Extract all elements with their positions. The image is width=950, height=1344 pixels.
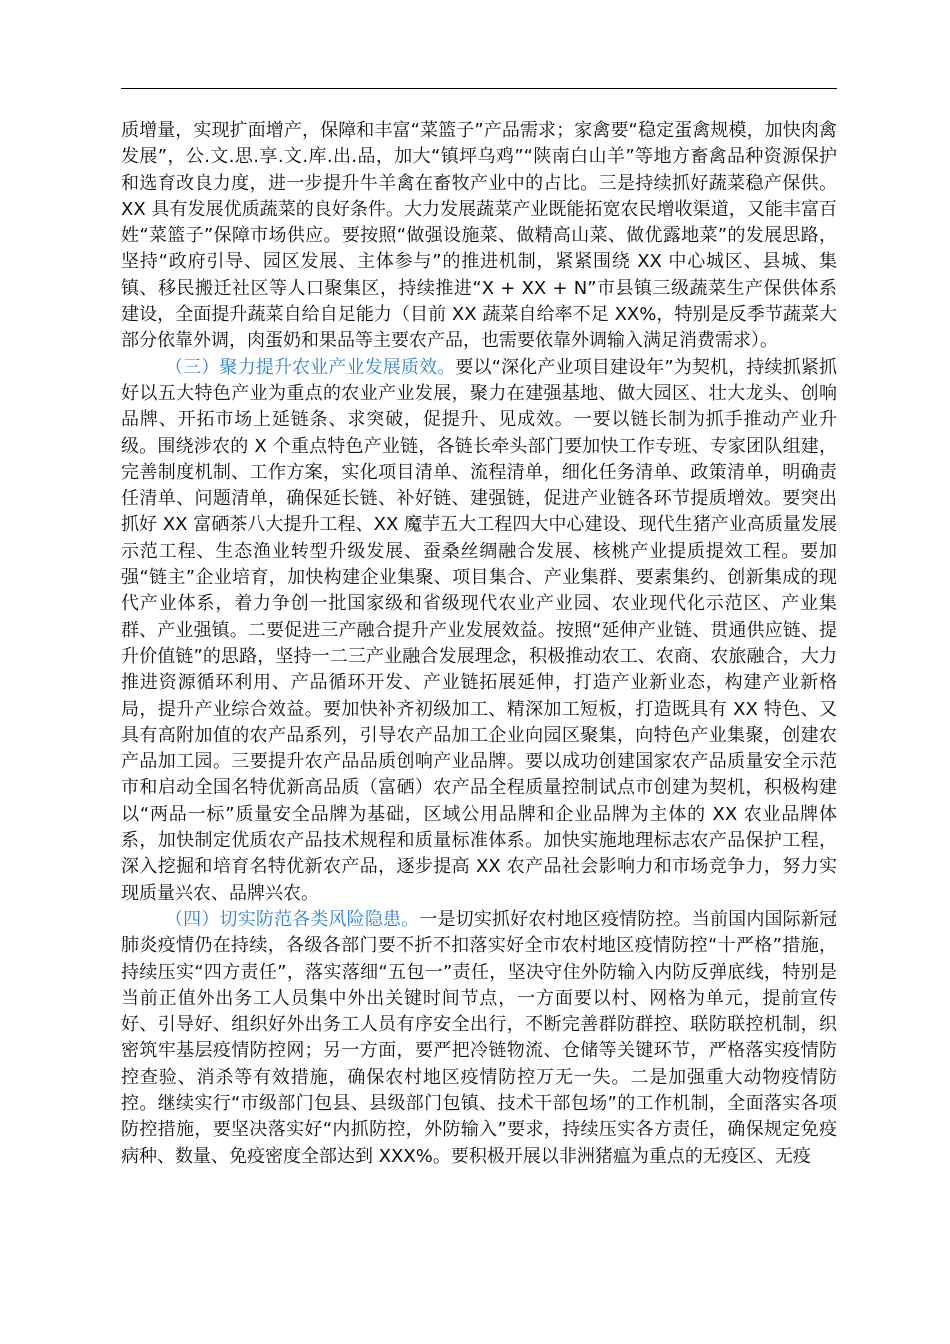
section-4-body: 一是切实抓好农村地区疫情防控。当前国内国际新冠肺炎疫情仍在持续，各级各部门要不折不扣落实好全市农村地区疫情防控“十严格”措施，持续压实“四方责任”，落实落细“五包一”责任，坚决守住外防输入内防反弹底线，特别是当前正值外出务工人员集中外出关键时间节点，一方面要以村、网格为单元，提前宣传好、引导好、组织好外出务工人员有序安全出行，不断完善群防群控、联防联控机制，织密筑牢基层疫情防控网；另一方面，要严把冷链物流、仓储等关键环节，严格落实疫情防控查验、消杀等有效措施，确保农村地区疫情防控万无一失。二是加强重大动物疫情防控。继续实行“市级部门包县、县级部门包镇、技术干部包场”的工作机制，全面落实各项防控措施，要坚决落实好“内抓防控，外防输入”要求，持续压实各方责任，确保规定免疫病种、数量、免疫密度全部达到 XXX%。要积极开展以非洲猪瘟为重点的无疫区、无疫: [121, 908, 838, 1167]
section-4-paragraph: [121, 907, 837, 1170]
header-rule: [121, 88, 837, 89]
paragraph-continuation: 质增量，实现扩面增产，保障和丰富“菜篮子”产品需求；家禽要“稳定蛋禽规模，加快肉禽发展”，公.文.思.享.文.库.出.品，加大“镇坪乌鸡”“陕南白山羊”等地方畜禽品种资源保护和选育改良力度，进一步提升牛羊禽在畜牧产业中的占比。三是持续抓好蔬菜稳产保供。XX 具有发展优质蔬菜的良好条件。大力发展蔬菜产业既能拓宽农民增收渠道，又能丰富百姓“菜篮子”保障市场供应。要按照“做强设施菜、做精高山菜、做优露地菜”的发展思路，坚持“政府引导、园区发展、主体参与”的推进机制，紧紧围绕 XX 中心城区、县城、集镇、移民搬迁社区等人口聚集区，持续推进“X + XX + N”市县镇三级蔬菜生产保供体系建设，全面提升蔬菜自给自足能力（目前 XX 蔬菜自给率不足 XX%，特别是反季节蔬菜大部分依靠外调，肉蛋奶和果品等主要农产品，也需要依靠外调输入满足消费需求）。: [121, 120, 837, 352]
section-4-heading: （四）切实防范各类风险隐患。: [165, 908, 420, 930]
section-3-body: 要以“深化产业项目建设年”为契机，持续抓紧抓好以五大特色产业为重点的农业产业发展，聚力在建强基地、做大园区、壮大龙头、创响品牌、开拓市场上延链条、求突破，促提升、见成效。一要以链长制为抓手推动产业升级。围绕涉农的 X 个重点特色产业链，各链长牵头部门要加快工作专班、专家团队组建，完善制度机制、工作方案，实化项目清单、流程清单，细化任务清单、政策清单，明确责任清单、问题清单，确保延长链、补好链、建强链，促进产业链各环节提质增效。要突出抓好 XX 富硒茶八大提升工程、XX 魔芋五大工程四大中心建设、现代生猪产业高质量发展示范工程、生态渔业转型升级发展、蚕桑丝绸融合发展、核桃产业提质提效工程。要加强“链主”企业培育，加快构建企业集聚、项目集合、产业集群、要素集约、创新集成的现代产业体系，着力争创一批国家级和省级现代农业产业园、农业现代化示范区、产业集群、产业强镇。二要促进三产融合提升产业发展效益。按照“延伸产业链、贯通供应链、提升价值链”的思路，坚持一二三产业融合发展理念，积极推动农工、农商、农旅融合，大力推进资源循环利用、产品循环开发、产业链拓展延伸，打造产业新业态，构建产业新格局，提升产业综合效益。要加快补齐初级加工、精深加工短板，打造既具有 XX 特色、又具有高附加值的农产品系列，引导农产品加工企业向园区聚集，向特色产业集聚，创建农产品加工园。三要提升农产品品质创响产业品牌。要以成功创建国家农产品质量安全示范市和启动全国名特优新高品质（富硒）农产品全程质量控制试点市创建为契机，积极构建以“两品一标”质量安全品牌为基础，区域公用品牌和企业品牌为主体的 XX 农业品牌体系，加快制定优质农产品技术规程和质量标准体系。加快实施地理标志农产品保护工程，深入挖掘和培育名特优新农产品，逐步提高 XX 农产品社会影响力和市场竞争力，努力实现质量兴农、品牌兴农。: [121, 356, 837, 904]
section-3-paragraph: [121, 355, 837, 907]
section-3-heading: （三）聚力提升农业产业发展质效。: [165, 356, 456, 378]
document-body: [121, 118, 837, 1170]
